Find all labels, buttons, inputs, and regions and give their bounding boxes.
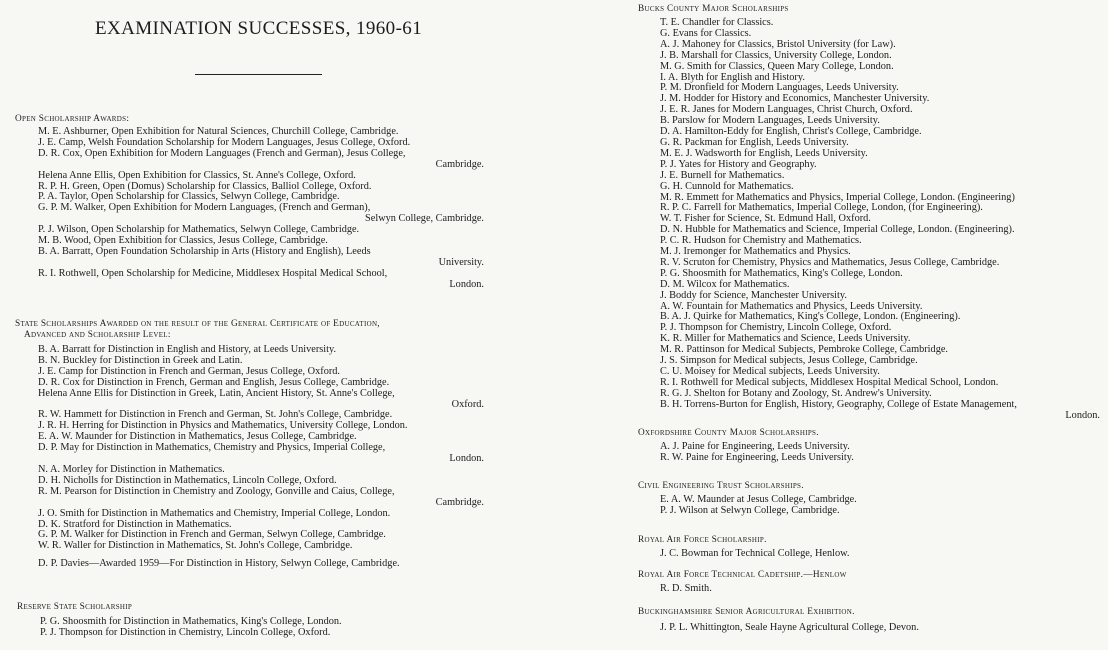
- list-item: J. Boddy for Science, Manchester University.: [660, 289, 847, 301]
- state-heading-line1: State Scholarships Awarded on the result of the General Certificate of Education,: [15, 319, 380, 329]
- list-item: B. N. Buckley for Distinction in Greek and Latin.: [38, 354, 243, 366]
- list-item: R. W. Hammett for Distinction in French and German, St. John's College, Cambridge.: [38, 409, 393, 421]
- raf-scholarship-heading: Royal Air Force Scholarship.: [638, 535, 767, 545]
- list-item: Helena Anne Ellis for Distinction in Greek, Latin, Ancient History, St. Anne's College,: [38, 387, 395, 399]
- oxfordshire-list: [660, 442, 1100, 464]
- list-item: E. A. W. Maunder for Distinction in Mathematics, Jesus College, Cambridge.: [38, 431, 357, 443]
- list-item: J. P. L. Whittington, Seale Hayne Agricultural College, Devon.: [660, 622, 919, 633]
- list-item-continuation: Selwyn College, Cambridge.: [365, 213, 484, 225]
- list-item-continuation: London.: [449, 453, 484, 465]
- reserve-scholarship-heading: Reserve State Scholarship: [17, 602, 133, 612]
- list-item: G. R. Packman for English, Leeds University.: [660, 136, 849, 148]
- list-item: J. E. Burnell for Mathematics.: [660, 169, 785, 181]
- civil-engineering-heading: Civil Engineering Trust Scholarships.: [638, 481, 804, 491]
- list-item: G. P. M. Walker, Open Exhibition for Modern Languages, (French and German),: [38, 202, 371, 214]
- raf-cadetship-list: [660, 584, 1100, 595]
- list-item: P. C. R. Hudson for Chemistry and Mathematics.: [660, 235, 862, 247]
- list-item: N. A. Morley for Distinction in Mathematics.: [38, 463, 225, 475]
- list-item: R. D. Smith.: [660, 583, 712, 594]
- list-item: J. E. Camp for Distinction in French and German, Jesus College, Oxford.: [38, 365, 340, 377]
- list-item: Helena Anne Ellis, Open Exhibition for Classics, St. Anne's College, Oxford.: [38, 169, 356, 181]
- list-item: D. M. Wilcox for Mathematics.: [660, 278, 790, 290]
- list-item: W. R. Waller for Distinction in Mathematics, St. John's College, Cambridge.: [38, 540, 353, 552]
- bucks-heading: Bucks County Major Scholarships: [638, 4, 789, 14]
- list-item: P. G. Shoosmith for Mathematics, King's College, London.: [660, 267, 903, 279]
- list-item: P. J. Yates for History and Geography.: [660, 158, 817, 170]
- civil-engineering-list: [660, 495, 1100, 517]
- list-item: P. A. Taylor, Open Scholarship for Classics, Selwyn College, Cambridge.: [38, 191, 340, 203]
- list-item-continuation: Oxford.: [451, 398, 484, 410]
- list-item: P. J. Thompson for Distinction in Chemistry, Lincoln College, Oxford.: [40, 626, 331, 638]
- list-item-continuation: London.: [1065, 409, 1100, 421]
- list-item: R. W. Paine for Engineering, Leeds University.: [660, 451, 854, 463]
- list-item: R. I. Rothwell for Medical subjects, Middlesex Hospital Medical School, London.: [660, 376, 999, 388]
- state-heading-line2: Advanced and Scholarship Level:: [24, 330, 171, 340]
- oxfordshire-heading: Oxfordshire County Major Scholarships.: [638, 428, 819, 438]
- list-item: B. Parslow for Modern Languages, Leeds University.: [660, 115, 880, 127]
- list-item: A. J. Paine for Engineering, Leeds University.: [660, 441, 850, 452]
- list-item: J. M. Hodder for History and Economics, Manchester University.: [660, 93, 930, 105]
- list-item-continuation: Cambridge.: [435, 496, 484, 508]
- state-scholarship-list: [38, 345, 484, 570]
- list-item: J. O. Smith for Distinction in Mathematics and Chemistry, Imperial College, London.: [38, 507, 391, 519]
- bucks-list: [660, 18, 1100, 422]
- list-item: D. H. Nicholls for Distinction in Mathematics, Lincoln College, Oxford.: [38, 474, 337, 486]
- list-item: D. K. Stratford for Distinction in Mathematics.: [38, 518, 232, 530]
- list-item: M. J. Iremonger for Mathematics and Physics.: [660, 246, 851, 258]
- list-item: J. R. H. Herring for Distinction in Physics and Mathematics, University College, London.: [38, 420, 408, 432]
- list-item: J. B. Marshall for Classics, University College, London.: [660, 49, 892, 61]
- list-item: R. V. Scruton for Chemistry, Physics and Mathematics, Jesus College, Cambridge.: [660, 256, 1000, 268]
- state-scholarship-heading: [15, 319, 380, 341]
- page-title: EXAMINATION SUCCESSES, 1960-61: [95, 18, 423, 39]
- list-item: J. E. Camp, Welsh Foundation Scholarship for Modern Languages, Jesus College, Oxford.: [38, 136, 411, 148]
- list-item: E. A. W. Maunder at Jesus College, Cambridge.: [660, 494, 857, 505]
- list-item: D. A. Hamilton-Eddy for English, Christ's College, Cambridge.: [660, 126, 922, 138]
- list-item: P. M. Dronfield for Modern Languages, Leeds University.: [660, 82, 899, 94]
- list-item: W. T. Fisher for Science, St. Edmund Hall, Oxford.: [660, 213, 871, 225]
- list-item: B. A. J. Quirke for Mathematics, King's College, London. (Engineering).: [660, 311, 961, 323]
- list-item-continuation: London.: [449, 278, 484, 290]
- list-item: P. J. Thompson for Chemistry, Lincoln College, Oxford.: [660, 322, 892, 334]
- list-item: M. B. Wood, Open Exhibition for Classics, Jesus College, Cambridge.: [38, 235, 328, 247]
- list-item: J. E. R. Janes for Modern Languages, Christ Church, Oxford.: [660, 104, 913, 116]
- list-item-continuation: University.: [438, 256, 484, 268]
- list-item: A. W. Fountain for Mathematics and Physics, Leeds University.: [660, 300, 923, 312]
- list-item: M. R. Emmett for Mathematics and Physics, Imperial College, London. (Engineering): [660, 191, 1015, 203]
- list-item: J. C. Bowman for Technical College, Henlow.: [660, 548, 850, 559]
- list-item: B. A. Barratt for Distinction in English and History, at Leeds University.: [38, 344, 337, 355]
- list-item: D. N. Hubble for Mathematics and Science, Imperial College, London. (Engineering).: [660, 224, 1015, 236]
- list-item: P. J. Wilson, Open Scholarship for Mathematics, Selwyn College, Cambridge.: [38, 224, 360, 236]
- title-rule: [195, 74, 322, 75]
- open-scholarship-heading: Open Scholarship Awards:: [15, 114, 130, 124]
- list-item: I. A. Blyth for English and History.: [660, 71, 805, 83]
- list-item: G. H. Cunnold for Mathematics.: [660, 180, 794, 192]
- agricultural-heading: Buckinghamshire Senior Agricultural Exhibition.: [638, 607, 855, 617]
- list-item: A. J. Mahoney for Classics, Bristol University (for Law).: [660, 38, 896, 50]
- reserve-scholarship-list: [40, 617, 480, 639]
- list-item: M. E. J. Wadsworth for English, Leeds University.: [660, 147, 868, 159]
- list-item: K. R. Miller for Mathematics and Science, Leeds University.: [660, 333, 911, 345]
- list-item: R. I. Rothwell, Open Scholarship for Medicine, Middlesex Hospital Medical School,: [38, 267, 388, 279]
- raf-cadetship-heading: Royal Air Force Technical Cadetship.—Henlow: [638, 570, 847, 580]
- list-item: D. R. Cox for Distinction in French, German and English, Jesus College, Cambridge.: [38, 376, 390, 388]
- list-item: R. P. C. Farrell for Mathematics, Imperial College, London, (for Engineering).: [660, 202, 983, 214]
- list-item: B. H. Torrens-Burton for English, History, Geography, College of Estate Management,: [660, 398, 1017, 410]
- list-item-continuation: Cambridge.: [435, 158, 484, 170]
- raf-scholarship-list: [660, 549, 1100, 560]
- list-item: R. M. Pearson for Distinction in Chemistry and Zoology, Gonville and Caius, College,: [38, 485, 395, 497]
- list-item: R. G. J. Shelton for Botany and Zoology, St. Andrew's University.: [660, 387, 932, 399]
- list-item: J. S. Simpson for Medical subjects, Jesus College, Cambridge.: [660, 355, 918, 367]
- list-item: M. E. Ashburner, Open Exhibition for Natural Sciences, Churchill College, Cambridge.: [38, 126, 399, 137]
- list-item: G. P. M. Walker for Distinction in French and German, Selwyn College, Cambridge.: [38, 529, 386, 541]
- open-scholarship-list: [38, 127, 484, 291]
- list-item: G. Evans for Classics.: [660, 27, 752, 39]
- list-item: C. U. Moisey for Medical subjects, Leeds University.: [660, 366, 880, 377]
- list-item: T. E. Chandler for Classics.: [660, 17, 774, 28]
- list-item: P. G. Shoosmith for Distinction in Mathematics, King's College, London.: [40, 616, 342, 627]
- list-item: M. G. Smith for Classics, Queen Mary College, London.: [660, 60, 894, 72]
- list-item: D. P. Davies—Awarded 1959—For Distinction in History, Selwyn College, Cambridge.: [38, 558, 400, 570]
- agricultural-list: [660, 623, 1100, 634]
- list-item: P. J. Wilson at Selwyn College, Cambridge.: [660, 504, 840, 516]
- list-item: B. A. Barratt, Open Foundation Scholarship in Arts (History and English), Leeds: [38, 245, 371, 257]
- list-item: D. P. May for Distinction in Mathematics, Chemistry and Physics, Imperial College,: [38, 442, 386, 454]
- list-item: R. P. H. Green, Open (Domus) Scholarship for Classics, Balliol College, Oxford.: [38, 180, 372, 192]
- list-item: M. R. Pattinson for Medical Subjects, Pembroke College, Cambridge.: [660, 344, 948, 356]
- list-item: D. R. Cox, Open Exhibition for Modern Languages (French and German), Jesus College,: [38, 147, 406, 159]
